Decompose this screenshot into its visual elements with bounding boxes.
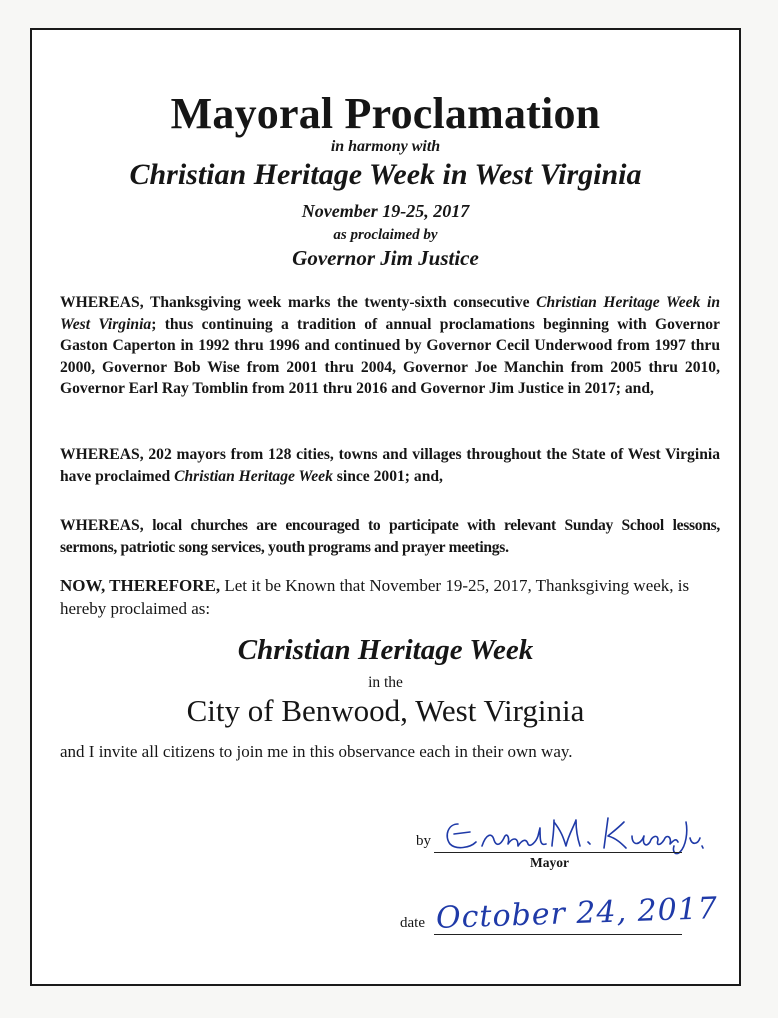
- whereas-paragraph-2: [60, 444, 720, 487]
- now-lead: NOW, THEREFORE,: [60, 576, 221, 595]
- date-label: date: [400, 915, 425, 931]
- event-dates: November 19-25, 2017: [301, 201, 470, 221]
- p1-emphasis: Christian Heritage Week in West Virginia: [60, 294, 720, 333]
- city-name: City of Benwood, West Virginia: [186, 693, 585, 728]
- p2-text-b: since 2001; and,: [332, 467, 443, 485]
- proclaimed-week: Christian Heritage Week: [237, 634, 534, 666]
- handwritten-date: October 24, 2017: [435, 891, 719, 936]
- in-the-line: in the: [368, 674, 403, 691]
- governor-name: Governor Jim Justice: [292, 246, 479, 270]
- p3-rest: local churches are encouraged to participate with relevant Sunday School lessons, sermons, patriotic song services, youth programs and prayer meetings.: [60, 517, 720, 556]
- page-title: Mayoral Proclamation: [170, 89, 601, 138]
- by-label: by: [416, 833, 431, 849]
- p2-emphasis: Christian Heritage Week: [174, 467, 333, 485]
- proclamation-frame: [30, 28, 741, 986]
- in-harmony-line: in harmony with: [330, 138, 441, 155]
- as-proclaimed-line: as proclaimed by: [333, 227, 438, 243]
- p1-text-a: WHEREAS, Thanksgiving week marks the twenty-sixth consecutive: [60, 294, 537, 311]
- date-line: [434, 934, 682, 935]
- whereas-paragraph-3: [60, 515, 720, 558]
- p3-lead: WHEREAS,: [60, 517, 144, 534]
- now-rest: Let it be Known that November 19-25, 2017, Thanksgiving week, is hereby proclaimed as:: [60, 576, 690, 618]
- invite-line: and I invite all citizens to join me in this observance each in their own way.: [60, 742, 573, 761]
- mayor-label: Mayor: [530, 855, 569, 870]
- p2-text-a: WHEREAS, 202 mayors from 128 cities, towns and villages throughout the State of West Virginia have proclaimed: [60, 446, 720, 485]
- p1-text-b: ; thus continuing a tradition of annual proclamations beginning with Governor Gaston Caperton in 1992 thru 1996 and continued by Governor Cecil Underwood from 1997 thru 2000, Governor Bob Wise from 2001 thru 2004, Governor Joe Manchin from 2005 thru 2010, Governor Earl Ray Tomblin from 2011 thru 2016 and Governor Jim Justice in 2017; and,: [60, 315, 720, 397]
- signature-line: [434, 852, 682, 853]
- event-title: Christian Heritage Week in West Virginia: [129, 158, 642, 191]
- whereas-paragraph-1: [60, 292, 720, 400]
- now-therefore-paragraph: [60, 575, 730, 620]
